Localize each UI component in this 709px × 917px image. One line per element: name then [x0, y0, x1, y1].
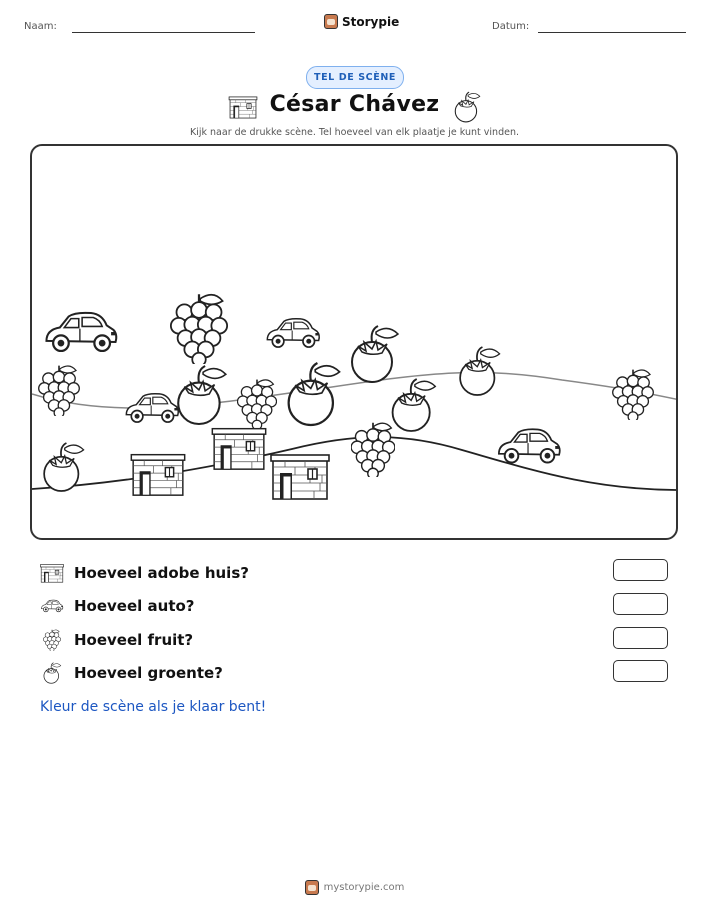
tomato-icon: [40, 662, 64, 684]
question-row: [40, 594, 195, 618]
brand-name: Storypie: [342, 14, 400, 29]
car-icon: [46, 313, 116, 351]
grapes-icon: [171, 294, 227, 366]
question-text: Hoeveel auto?: [74, 597, 195, 615]
tomato-icon: [44, 443, 83, 491]
page-title: César Chávez: [269, 92, 440, 117]
name-line[interactable]: [72, 32, 255, 33]
answer-box-cars[interactable]: [613, 593, 668, 615]
footer: [0, 880, 709, 895]
tomato-icon: [289, 363, 340, 425]
grapes-icon: [613, 370, 654, 422]
hill-line-back: [32, 373, 678, 409]
grapes-icon: [39, 366, 80, 418]
question-row: [40, 661, 223, 685]
question-row: [40, 628, 193, 652]
answer-box-vegetables[interactable]: [613, 660, 668, 682]
brand-logo: [324, 14, 399, 29]
grapes-icon: [237, 380, 276, 430]
counting-scene[interactable]: [30, 144, 678, 540]
scene-drawing: [32, 146, 678, 540]
car-icon: [499, 429, 560, 462]
adobe-house-icon: [131, 455, 184, 495]
question-text: Hoeveel adobe huis?: [74, 564, 249, 582]
date-line[interactable]: [538, 32, 686, 33]
activity-badge: TEL DE SCÈNE: [306, 66, 404, 89]
question-row: [40, 561, 249, 585]
tomato-icon: [178, 366, 226, 424]
footer-url[interactable]: mystorypie.com: [323, 882, 405, 893]
page-subtitle: Kijk naar de drukke scène. Tel hoeveel van elk plaatje je kunt vinden.: [190, 127, 519, 138]
adobe-house-icon: [212, 429, 265, 469]
answer-box-houses[interactable]: [613, 559, 668, 581]
tomato-icon: [452, 91, 482, 123]
mascot-icon: [305, 880, 319, 895]
adobe-house-icon: [40, 562, 64, 584]
car-icon: [126, 394, 178, 422]
answer-box-fruit[interactable]: [613, 627, 668, 649]
date-label: Datum:: [492, 21, 530, 32]
tomato-icon: [352, 326, 398, 382]
question-text: Hoeveel groente?: [74, 664, 223, 682]
adobe-house-icon: [271, 455, 329, 499]
grapes-icon: [351, 423, 395, 479]
tomato-icon: [393, 379, 436, 431]
car-icon: [40, 595, 64, 617]
name-label: Naam:: [24, 21, 57, 32]
mascot-icon: [324, 14, 338, 29]
question-text: Hoeveel fruit?: [74, 631, 194, 649]
coloring-instruction: Kleur de scène als je klaar bent!: [40, 699, 267, 715]
grapes-icon: [40, 629, 64, 651]
tomato-icon: [460, 347, 499, 395]
car-icon: [267, 319, 319, 347]
